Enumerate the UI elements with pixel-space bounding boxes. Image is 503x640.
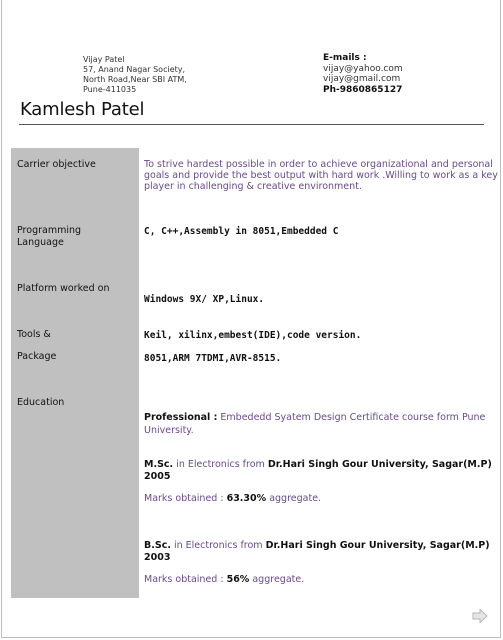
msc-marks (144, 493, 321, 504)
section-sidebar (11, 148, 139, 598)
phone: Ph-9860865127 (323, 84, 403, 95)
msc-university: Dr.Hari Singh Gour University, Sagar(M.P) (267, 459, 492, 470)
objective-label: Carrier objective (17, 159, 96, 170)
msc-year: 2005 (144, 471, 171, 482)
package-value: 8051,ARM 7TDMI,AVR-8515. (144, 353, 282, 364)
bsc-marks-suffix: aggregate. (252, 574, 305, 585)
bsc-marks-value: 56% (226, 574, 250, 585)
bsc-line (144, 540, 490, 551)
msc-marks-value: 63.30% (226, 493, 267, 504)
tools-label: Tools & (17, 329, 51, 340)
programming-value: C, C++,Assembly in 8051,Embedded C (144, 226, 339, 237)
bsc-degree: B.Sc. (144, 540, 171, 551)
msc-degree: M.Sc. (144, 459, 174, 470)
platform-label: Platform worked on (17, 283, 110, 294)
address-line-2: North Road,Near SBI ATM, (83, 75, 187, 84)
address-line-1: 57, Anand Nagar Society, (83, 65, 186, 74)
sender-name: Vijay Patel (83, 55, 125, 64)
sender-address (83, 55, 187, 95)
header-divider (19, 124, 484, 125)
arrow-right-icon[interactable] (472, 609, 488, 623)
package-label: Package (17, 351, 57, 362)
msc-marks-label: Marks obtained : (144, 493, 224, 504)
platform-value: Windows 9X/ XP,Linux. (144, 294, 265, 305)
tools-value: Keil, xilinx,embest(IDE),code version. (144, 330, 362, 341)
emails-label: E-mails : (323, 53, 367, 63)
objective-text: To strive hardest possible in order to achieve organizational and personal goals and provide the best output with hard work .Willing to work as a key player in challenging & creative environment. (144, 159, 498, 192)
email-1: vijay@yahoo.com (323, 63, 403, 74)
bsc-year: 2003 (144, 552, 171, 563)
bsc-field: in Electronics from (173, 540, 263, 551)
education-label: Education (17, 397, 65, 408)
professional-line (144, 412, 485, 423)
msc-field: in Electronics from (176, 459, 265, 470)
bsc-marks-label: Marks obtained : (144, 574, 224, 585)
contact-block (323, 53, 403, 95)
email-2: vijay@gmail.com (323, 74, 401, 84)
programming-label: Programming Language (17, 225, 82, 248)
professional-text-2: University. (144, 425, 194, 436)
msc-marks-suffix: aggregate. (269, 493, 322, 504)
resume-name: Kamlesh Patel (20, 99, 145, 120)
bsc-university: Dr.Hari Singh Gour University, Sagar(M.P) (265, 540, 490, 551)
address-line-3: Pune-411035 (83, 85, 137, 94)
professional-text: Embededd Syatem Design Certificate course form Pune (220, 412, 486, 423)
professional-label: Professional : (144, 412, 218, 423)
msc-line (144, 459, 492, 470)
bsc-marks (144, 574, 304, 585)
